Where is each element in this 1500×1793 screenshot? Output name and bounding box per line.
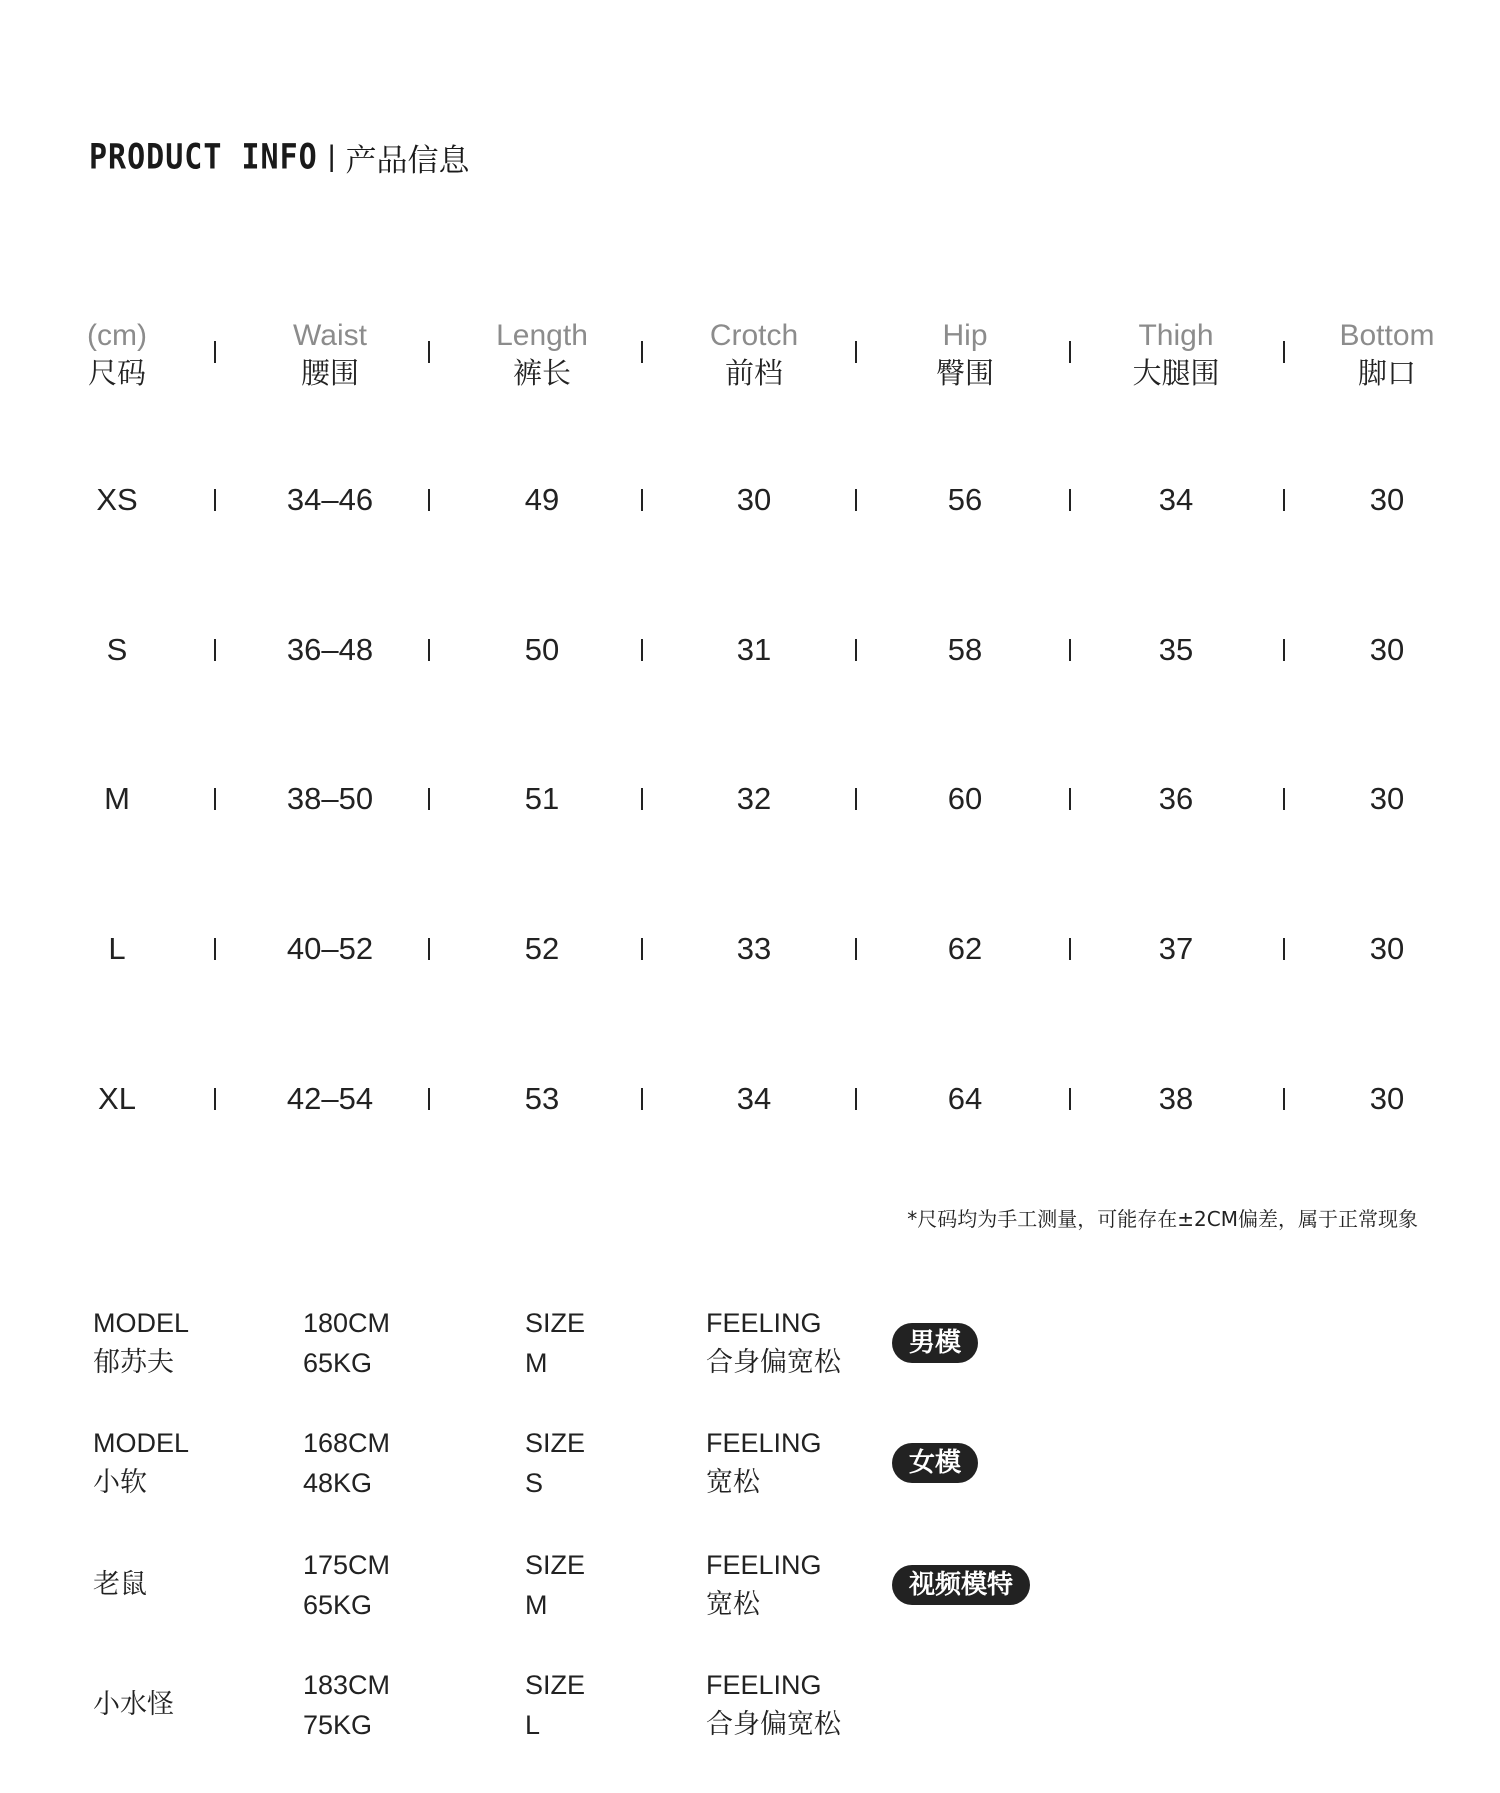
column-divider xyxy=(855,1088,857,1110)
table-cell-size: XL xyxy=(98,1081,136,1116)
table-cell-thigh: 37 xyxy=(1158,931,1194,966)
column-divider xyxy=(1283,788,1285,810)
table-cell-waist: 38–50 xyxy=(286,781,374,816)
column-divider xyxy=(641,938,643,960)
column-divider xyxy=(1069,489,1071,511)
model-feeling-cell xyxy=(706,1423,822,1503)
model-weight: 48KG xyxy=(303,1468,373,1498)
column-divider xyxy=(1283,1088,1285,1110)
table-cell-hip: 64 xyxy=(947,1081,983,1116)
model-feeling: 合身偏宽松 xyxy=(706,1347,841,1378)
table-cell-waist: 40–52 xyxy=(286,931,374,966)
model-name-cell xyxy=(93,1685,174,1725)
table-cell-thigh: 34 xyxy=(1158,482,1194,517)
model-measurements-cell xyxy=(303,1545,390,1625)
table-cell-crotch: 32 xyxy=(736,781,772,816)
model-weight: 75KG xyxy=(303,1710,373,1740)
table-cell-waist: 36–48 xyxy=(286,632,374,667)
table-cell-hip: 58 xyxy=(947,632,983,667)
column-divider xyxy=(855,489,857,511)
table-cell-length: 53 xyxy=(524,1081,560,1116)
model-height: 175CM xyxy=(303,1550,391,1580)
table-cell-size: M xyxy=(104,781,130,816)
table-cell-size: S xyxy=(106,632,128,667)
size-label: SIZE xyxy=(525,1670,586,1700)
header-zh-label: 臀围 xyxy=(935,356,995,390)
model-name-cell xyxy=(93,1423,189,1503)
table-cell-length: 52 xyxy=(524,931,560,966)
header-zh-label: 前档 xyxy=(724,356,784,390)
header-cell-bottom xyxy=(1339,318,1434,392)
column-divider xyxy=(214,788,216,810)
table-cell-crotch: 30 xyxy=(736,482,772,517)
model-label: MODEL xyxy=(93,1428,190,1458)
header-cell-size xyxy=(87,318,147,392)
table-cell-thigh: 35 xyxy=(1158,632,1194,667)
model-label: MODEL xyxy=(93,1308,190,1338)
table-cell-bottom: 30 xyxy=(1369,482,1405,517)
table-cell-crotch: 34 xyxy=(736,1081,772,1116)
column-divider xyxy=(1069,1088,1071,1110)
column-divider xyxy=(641,1088,643,1110)
header-cell-thigh xyxy=(1132,318,1219,392)
table-cell-hip: 60 xyxy=(947,781,983,816)
header-cell-length xyxy=(496,318,588,392)
table-cell-size: XS xyxy=(96,482,138,517)
column-divider xyxy=(214,1088,216,1110)
table-cell-waist: 34–46 xyxy=(286,482,374,517)
model-measurements-cell xyxy=(303,1423,390,1503)
column-divider xyxy=(428,938,430,960)
page-title xyxy=(89,132,470,182)
header-zh-label: 尺码 xyxy=(87,356,147,390)
table-cell-bottom: 30 xyxy=(1369,1081,1405,1116)
column-divider xyxy=(428,341,430,363)
size-label: SIZE xyxy=(525,1308,586,1338)
header-en-label: Crotch xyxy=(709,319,799,352)
model-size-cell xyxy=(525,1665,585,1745)
header-en-label: Thigh xyxy=(1138,319,1214,352)
header-cell-crotch xyxy=(710,318,798,392)
header-en-label: Bottom xyxy=(1339,319,1435,352)
model-feeling: 宽松 xyxy=(706,1467,760,1498)
header-cell-waist xyxy=(293,318,367,392)
column-divider xyxy=(1069,639,1071,661)
table-cell-length: 50 xyxy=(524,632,560,667)
column-divider xyxy=(214,639,216,661)
column-divider xyxy=(428,639,430,661)
model-weight: 65KG xyxy=(303,1348,373,1378)
model-role-badge: 男模 xyxy=(892,1323,978,1363)
model-name-cell xyxy=(93,1303,189,1383)
column-divider xyxy=(428,1088,430,1110)
table-cell-thigh: 38 xyxy=(1158,1081,1194,1116)
column-divider xyxy=(1069,788,1071,810)
model-role-badge: 女模 xyxy=(892,1443,978,1483)
title-separator: | xyxy=(327,140,336,173)
table-cell-hip: 56 xyxy=(947,482,983,517)
header-en-label: Length xyxy=(496,319,588,352)
column-divider xyxy=(1283,341,1285,363)
table-cell-bottom: 30 xyxy=(1369,931,1405,966)
title-zh: 产品信息 xyxy=(345,142,470,179)
table-cell-hip: 62 xyxy=(947,931,983,966)
column-divider xyxy=(428,788,430,810)
column-divider xyxy=(855,341,857,363)
model-feeling-cell xyxy=(706,1545,822,1625)
feeling-label: FEELING xyxy=(706,1550,822,1580)
column-divider xyxy=(1283,938,1285,960)
table-cell-bottom: 30 xyxy=(1369,781,1405,816)
column-divider xyxy=(1283,489,1285,511)
column-divider xyxy=(214,489,216,511)
model-name: 郁苏夫 xyxy=(93,1347,174,1378)
feeling-label: FEELING xyxy=(706,1428,822,1458)
model-height: 183CM xyxy=(303,1670,391,1700)
table-cell-length: 51 xyxy=(524,781,560,816)
column-divider xyxy=(214,341,216,363)
measurement-note: *尺码均为手工测量，可能存在±2CM偏差，属于正常现象 xyxy=(907,1207,1418,1231)
model-role-badge: 视频模特 xyxy=(892,1565,1030,1605)
feeling-label: FEELING xyxy=(706,1670,822,1700)
title-en: PRODUCT INFO xyxy=(89,136,318,178)
column-divider xyxy=(855,938,857,960)
header-en-label: Hip xyxy=(942,319,988,352)
header-zh-label: 裤长 xyxy=(512,356,572,390)
model-name: 小水怪 xyxy=(93,1689,174,1720)
header-en-label: Waist xyxy=(293,319,367,352)
model-height: 168CM xyxy=(303,1428,391,1458)
model-feeling-cell xyxy=(706,1665,841,1745)
model-name-cell xyxy=(93,1565,147,1605)
header-zh-label: 脚口 xyxy=(1357,356,1417,390)
feeling-label: FEELING xyxy=(706,1308,822,1338)
column-divider xyxy=(855,639,857,661)
header-zh-label: 腰围 xyxy=(300,356,360,390)
model-feeling: 合身偏宽松 xyxy=(706,1709,841,1740)
header-zh-label: 大腿围 xyxy=(1132,356,1220,390)
model-name: 小软 xyxy=(93,1467,147,1498)
model-feeling-cell xyxy=(706,1303,841,1383)
model-feeling: 宽松 xyxy=(706,1589,760,1620)
model-size: M xyxy=(525,1348,548,1378)
table-cell-bottom: 30 xyxy=(1369,632,1405,667)
column-divider xyxy=(641,788,643,810)
model-weight: 65KG xyxy=(303,1590,373,1620)
table-cell-length: 49 xyxy=(524,482,560,517)
column-divider xyxy=(641,639,643,661)
table-cell-crotch: 33 xyxy=(736,931,772,966)
header-cell-hip xyxy=(936,318,994,392)
model-height: 180CM xyxy=(303,1308,391,1338)
column-divider xyxy=(1069,938,1071,960)
size-label: SIZE xyxy=(525,1428,586,1458)
model-size-cell xyxy=(525,1303,585,1383)
model-size: M xyxy=(525,1590,548,1620)
column-divider xyxy=(855,788,857,810)
model-name: 老鼠 xyxy=(93,1569,147,1600)
table-cell-thigh: 36 xyxy=(1158,781,1194,816)
table-cell-size: L xyxy=(108,931,126,966)
column-divider xyxy=(1283,639,1285,661)
model-size: L xyxy=(525,1710,541,1740)
table-cell-waist: 42–54 xyxy=(286,1081,374,1116)
model-size-cell xyxy=(525,1545,585,1625)
column-divider xyxy=(641,489,643,511)
header-en-label: (cm) xyxy=(87,319,147,352)
model-size: S xyxy=(525,1468,544,1498)
column-divider xyxy=(1069,341,1071,363)
model-measurements-cell xyxy=(303,1303,390,1383)
model-size-cell xyxy=(525,1423,585,1503)
table-cell-crotch: 31 xyxy=(736,632,772,667)
column-divider xyxy=(428,489,430,511)
size-label: SIZE xyxy=(525,1550,586,1580)
column-divider xyxy=(214,938,216,960)
model-measurements-cell xyxy=(303,1665,390,1745)
column-divider xyxy=(641,341,643,363)
